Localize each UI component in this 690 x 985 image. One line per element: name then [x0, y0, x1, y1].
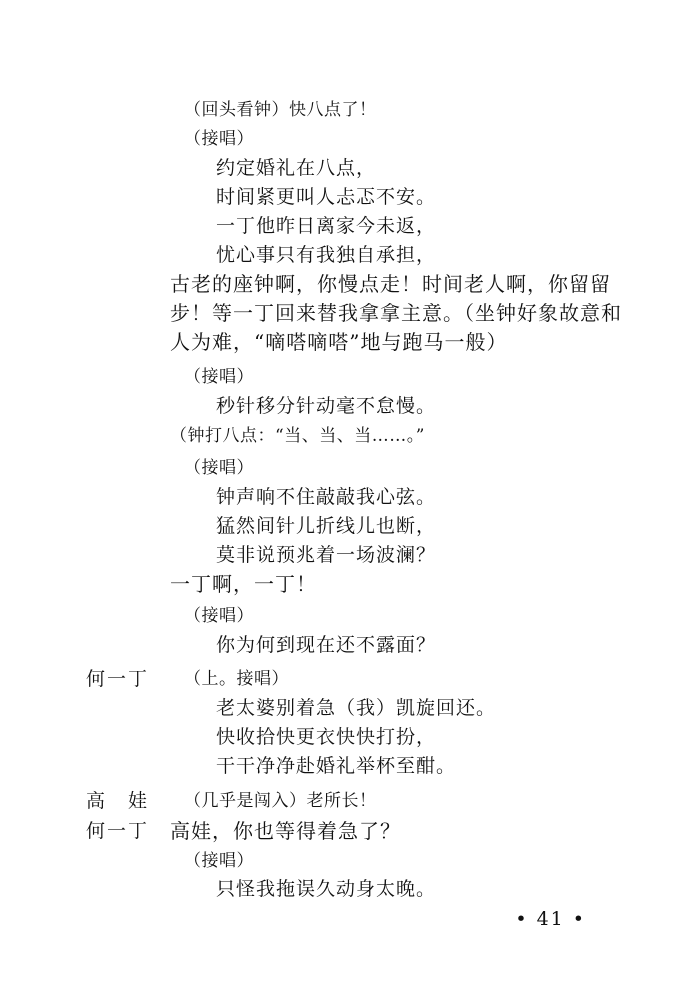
stage-direction: （接唱） — [184, 367, 254, 387]
lyric-line: 约定婚礼在八点， — [216, 157, 377, 179]
stage-direction: （钟打八点：“当、当、当……。” — [170, 426, 425, 446]
stage-direction: （回头看钟）快八点了！ — [184, 100, 377, 120]
stage-direction: （上。接唱） — [184, 669, 289, 689]
lyric-line: 你为何到现在还不露面？ — [216, 634, 437, 656]
stage-direction: （接唱） — [184, 606, 254, 626]
dialogue-line: 人为难，“嘀嗒嘀嗒”地与跑马一般） — [170, 330, 508, 354]
stage-direction: （接唱） — [184, 129, 254, 149]
speaker-name: 高 娃 — [86, 790, 150, 812]
lyric-line: 快收拾快更衣快快打扮， — [216, 726, 437, 748]
lyric-line: 钟声响不住敲敲我心弦。 — [216, 486, 437, 508]
dialogue-line: 步！等一丁回来替我拿拿主意。（坐钟好象故意和 — [170, 301, 622, 325]
dialogue-line: 高娃，你也等得着急了？ — [170, 819, 401, 843]
stage-direction: （接唱） — [184, 458, 254, 478]
lyric-line: 干干净净赴婚礼举杯至酣。 — [216, 755, 457, 777]
speaker-name: 何一丁 — [86, 820, 150, 842]
lyric-line: 老太婆别着急（我）凯旋回还。 — [216, 697, 497, 719]
speaker-name: 何一丁 — [86, 668, 150, 690]
stage-direction: （接唱） — [184, 851, 254, 871]
lyric-line: 莫非说预兆着一场波澜？ — [216, 544, 437, 566]
lyric-line: 猛然间针儿折线儿也断， — [216, 515, 437, 537]
dialogue-line: 一丁啊，一丁！ — [170, 572, 317, 596]
lyric-line: 一丁他昨日离家今未返， — [216, 215, 437, 237]
lyric-line: 秒针移分针动毫不怠慢。 — [216, 395, 437, 417]
lyric-line: 只怪我拖误久动身太晚。 — [216, 878, 437, 900]
dialogue-line: 古老的座钟啊，你慢点走！时间老人啊，你留留 — [170, 272, 611, 296]
lyric-line: 时间紧更叫人忐忑不安。 — [216, 186, 437, 208]
page-number: • 41 • — [515, 908, 586, 930]
stage-direction: （几乎是闯入）老所长！ — [184, 791, 377, 811]
lyric-line: 忧心事只有我独自承担， — [216, 244, 437, 266]
